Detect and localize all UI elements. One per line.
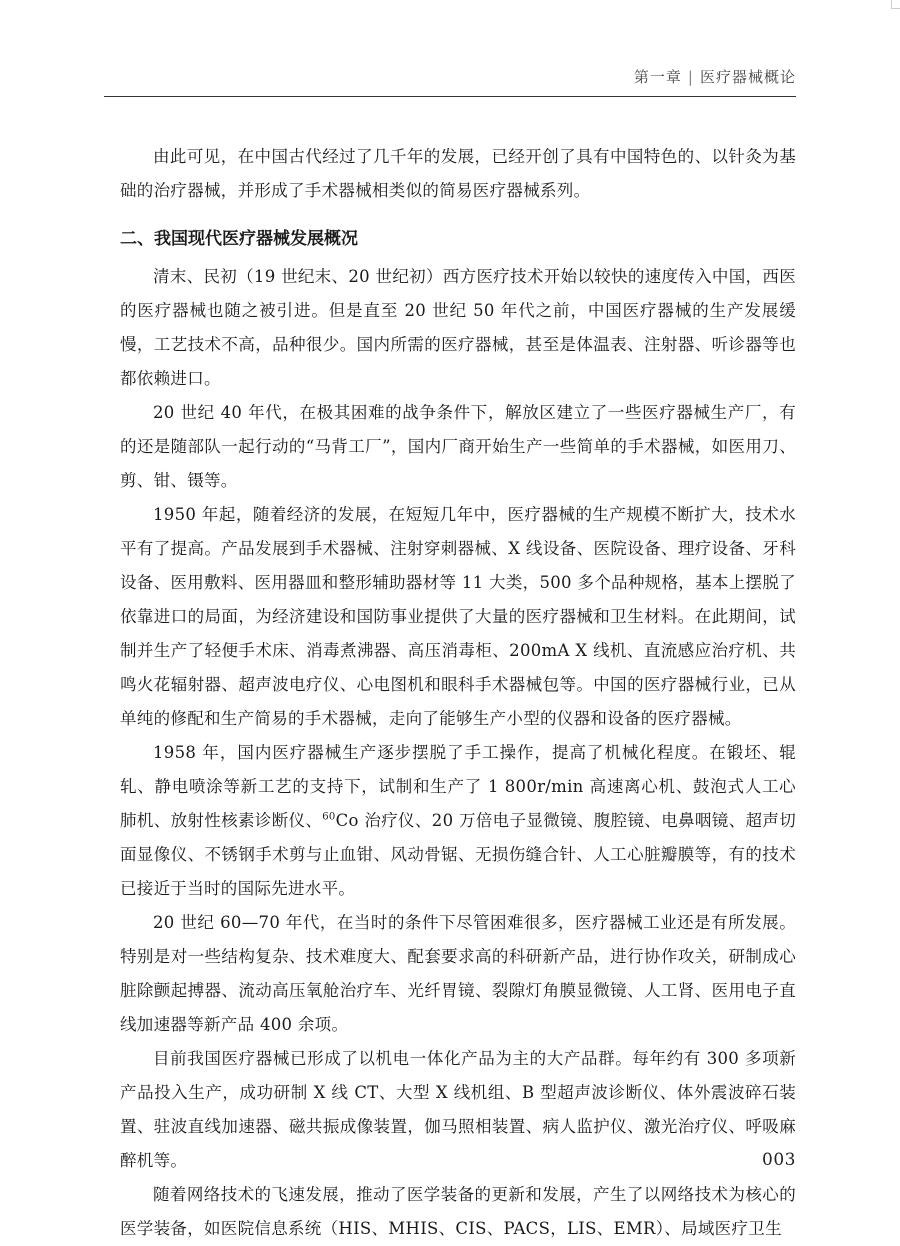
- page-corner-mark: [891, 0, 900, 9]
- paragraph-4-part-a: 1958 年，国内医疗器械生产逐步摆脱了手工操作，提高了机械化程度。在锻坯、辊轧、静电喷涂等新工艺的支持下，试制和生产了 1 800r/min 高速离心机、鼓泡式人工心肺机、放射性核素诊断仪、: [120, 743, 796, 830]
- chapter-label: 第一章: [633, 68, 682, 86]
- section-heading: 二、我国现代医疗器械发展概况: [120, 229, 358, 249]
- isotope-superscript: 60: [322, 811, 336, 823]
- chapter-title: 医疗器械概论: [699, 68, 796, 86]
- page-number: 003: [762, 1150, 796, 1170]
- paragraph-2: 20 世纪 40 年代，在极其困难的战争条件下，解放区建立了一些医疗器械生产厂，有的还是随部队一起行动的“马背工厂”，国内厂商开始生产一些简单的手术器械，如医用刀、剪、钳、镊等。: [120, 403, 796, 490]
- page-body: [120, 140, 796, 1246]
- paragraph-7: 随着网络技术的飞速发展，推动了医学装备的更新和发展，产生了以网络技术为核心的医学装备，如医院信息系统（HIS、MHIS、CIS、PACS，LIS、EMR）、局域医疗卫生: [120, 1185, 796, 1238]
- paragraph-3: 1950 年起，随着经济的发展，在短短几年中，医疗器械的生产规模不断扩大，技术水平有了提高。产品发展到手术器械、注射穿刺器械、X 线设备、医院设备、理疗设备、牙科设备、医用敷料、医用器皿和整形辅助器材等 11 大类，500 多个品种规格，基本上摆脱了依靠进口的局面，为经济建设和国防事业提供了大量的医疗器械和卫生材料。在此期间，试制并生产了轻便手术床、消毒煮沸器、高压消毒柜、200mA X 线机、直流感应治疗机、共鸣火花辐射器、超声波电疗仪、心电图机和眼科手术器械包等。中国的医疗器械行业，已从单纯的修配和生产简易的手术器械，走向了能够生产小型的仪器和设备的医疗器械。: [120, 505, 796, 728]
- paragraph-6: 目前我国医疗器械已形成了以机电一体化产品为主的大产品群。每年约有 300 多项新产品投入生产，成功研制 X 线 CT、大型 X 线机组、B 型超声波诊断仪、体外震波碎石装置、驻波直线加速器、磁共振成像装置，伽马照相装置、病人监护仪、激光治疗仪、呼吸麻醉机等。: [120, 1049, 796, 1170]
- intro-paragraph: 由此可见，在中国古代经过了几千年的发展，已经开创了具有中国特色的、以针灸为基础的治疗器械，并形成了手术器械相类似的简易医疗器械系列。: [120, 147, 796, 200]
- header-separator: |: [687, 68, 694, 86]
- paragraph-1: 清末、民初（19 世纪末、20 世纪初）西方医疗技术开始以较快的速度传入中国，西医的医疗器械也随之被引进。但是直至 20 世纪 50 年代之前，中国医疗器械的生产发展缓慢，工艺技术不高，品种很少。国内所需的医疗器械，甚至是体温表、注射器、听诊器等也都依赖进口。: [120, 267, 796, 388]
- running-header: [634, 66, 796, 87]
- paragraph-4: [120, 736, 796, 906]
- header-rule: [104, 96, 796, 97]
- paragraph-4-part-b: Co 治疗仪、20 万倍电子显微镜、腹腔镜、电鼻咽镜、超声切面显像仪、不锈钢手术剪与止血钳、风动骨锯、无损伤缝合针、人工心脏瓣膜等，有的技术已接近于当时的国际先进水平。: [120, 811, 796, 898]
- paragraph-5: 20 世纪 60—70 年代，在当时的条件下尽管困难很多，医疗器械工业还是有所发展。特别是对一些结构复杂、技术难度大、配套要求高的科研新产品，进行协作攻关，研制成心脏除颤起搏器、流动高压氧舱治疗车、光纤胃镜、裂隙灯角膜显微镜、人工肾、医用电子直线加速器等新产品 400 余项。: [120, 913, 796, 1034]
